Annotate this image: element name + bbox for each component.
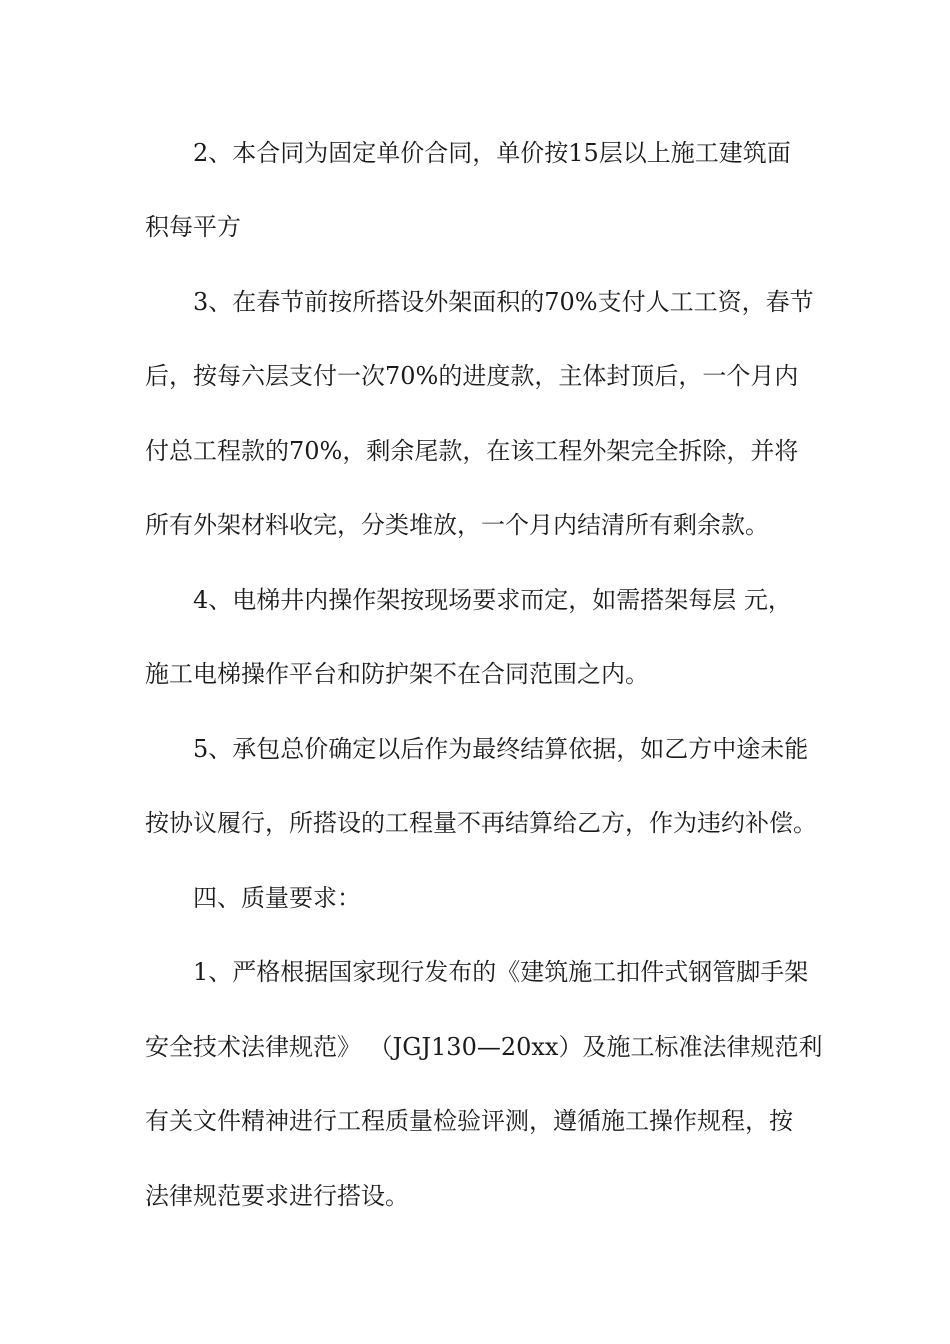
paragraph-3-line-2: 后，按每六层支付一次70%的进度款，主体封顶后，一个月内 [145, 362, 799, 390]
quality-paragraph-1-line-3: 有关文件精神进行工程质量检验评测，遵循施工操作规程，按 [145, 1107, 793, 1135]
quality-paragraph-1-line-2: 安全技术法律规范》 （JGJ130—20xx）及施工标准法律规范利 [145, 1033, 823, 1061]
paragraph-3-line-4: 所有外架材料收完，分类堆放，一个月内结清所有剩余款。 [145, 511, 769, 539]
paragraph-3-line-1: 3、在春节前按所搭设外架面积的70%支付人工工资，春节 [193, 288, 814, 316]
paragraph-2-line-1: 2、本合同为固定单价合同，单价按15层以上施工建筑面 [193, 139, 791, 167]
paragraph-4-line-2: 施工电梯操作平台和防护架不在合同范围之内。 [145, 660, 649, 688]
quality-paragraph-1-line-1: 1、严格根据国家现行发布的《建筑施工扣件式钢管脚手架 [193, 958, 809, 986]
quality-paragraph-1-line-4: 法律规范要求进行搭设。 [145, 1182, 409, 1210]
paragraph-4-line-1: 4、电梯井内操作架按现场要求而定，如需搭架每层 元， [193, 586, 792, 614]
paragraph-5-line-1: 5、承包总价确定以后作为最终结算依据，如乙方中途未能 [193, 735, 809, 763]
section-heading-quality: 四、质量要求： [193, 884, 361, 912]
paragraph-2-line-2: 积每平方 [145, 213, 241, 241]
paragraph-5-line-2: 按协议履行，所搭设的工程量不再结算给乙方，作为违约补偿。 [145, 809, 817, 837]
paragraph-3-line-3: 付总工程款的70%，剩余尾款，在该工程外架完全拆除，并将 [145, 437, 799, 465]
